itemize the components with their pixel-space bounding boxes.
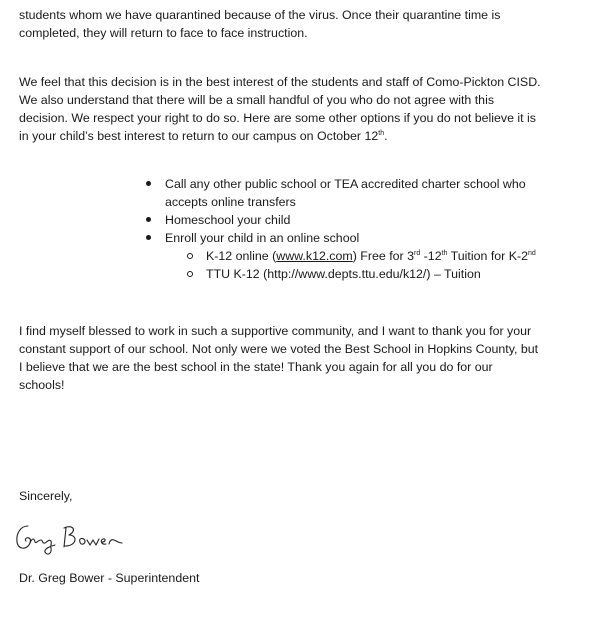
text-line: decision. We respect your right to do so. Here are some other options if you do not believe it is — [19, 111, 537, 125]
text-line: constant support of our school. Not only were we voted the Best School in Hopkins County, but — [19, 342, 539, 356]
signature — [14, 518, 154, 558]
signer-name: Dr. Greg Bower - Superintendent — [19, 571, 200, 585]
closing: Sincerely, — [19, 489, 73, 503]
option-item-online-school: Enroll your child in an online school — [143, 229, 583, 247]
text-segment: ) Free for 3 — [352, 249, 414, 263]
option-item-public-school — [143, 175, 583, 211]
text-line: completed, they will return to face to face instruction. — [19, 26, 308, 40]
text-segment: Tuition for K-2 — [447, 249, 529, 263]
text-segment: K-12 online ( — [206, 249, 277, 263]
superscript: th — [378, 129, 385, 137]
paragraph-thanks — [19, 322, 589, 394]
k12-link[interactable]: www.k12.com — [276, 249, 353, 263]
text-line: Call any other public school or TEA accredited charter school who — [165, 177, 526, 191]
sub-option-ttu: TTU K-12 (http://www.depts.ttu.edu/k12/) – Tuition — [143, 265, 583, 283]
superscript: nd — [528, 249, 536, 257]
text-line: I believe that we are the best school in the state! Thank you again for all you do for our — [19, 360, 493, 374]
superscript: rd — [414, 249, 421, 257]
text-line: We also understand that there will be a small handful of you who do not agree with this — [19, 93, 495, 107]
text-line: accepts online transfers — [165, 195, 296, 209]
sub-option-k12 — [143, 247, 583, 265]
superscript: th — [441, 249, 448, 257]
text-segment: . — [384, 129, 388, 143]
text-line: We feel that this decision is in the best interest of the students and staff of Como-Pickton CISD. — [19, 75, 541, 89]
text-segment: -12 — [420, 249, 442, 263]
paragraph-decision — [19, 73, 589, 145]
option-item-homeschool: Homeschool your child — [143, 211, 583, 229]
options-list — [143, 175, 583, 283]
paragraph-quarantine — [19, 6, 589, 42]
text-segment: in your child’s best interest to return to our campus on October 12 — [19, 129, 379, 143]
text-line: schools! — [19, 378, 65, 392]
text-line — [19, 127, 589, 145]
text-line: students whom we have quarantined because of the virus. Once their quarantine time is — [19, 8, 501, 22]
text-line: I find myself blessed to work in such a supportive community, and I want to thank you for your — [19, 324, 532, 338]
